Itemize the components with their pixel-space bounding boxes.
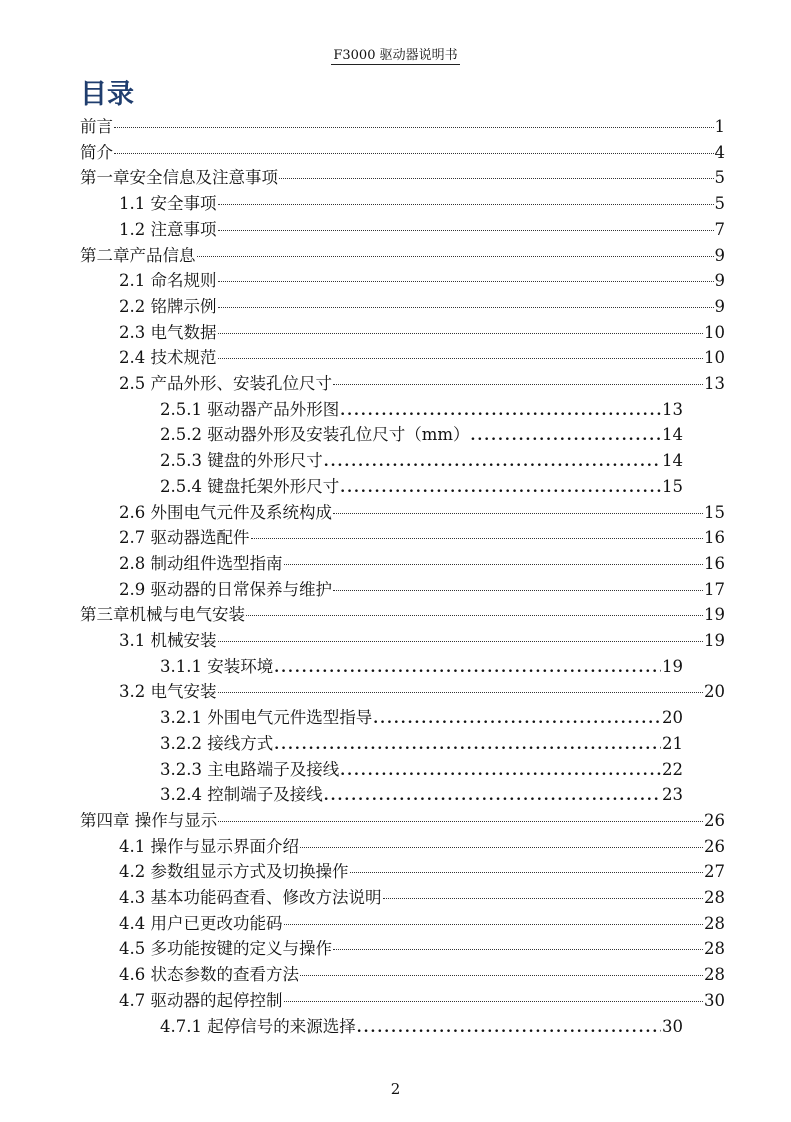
toc-entry-page: 28	[704, 965, 725, 985]
toc-leader-dots	[300, 847, 703, 848]
toc-entry-page: 10	[704, 322, 725, 342]
toc-entry-page: 9	[714, 245, 725, 265]
toc-entry-page: 5	[714, 194, 725, 214]
toc-entry-page: 28	[704, 913, 725, 933]
toc-entry[interactable]	[119, 268, 725, 294]
toc-leader-dots	[274, 655, 661, 681]
toc-entry[interactable]	[119, 911, 725, 937]
toc-entry[interactable]	[119, 834, 725, 860]
toc-entry-page: 16	[704, 553, 725, 573]
toc-entry[interactable]	[119, 988, 725, 1014]
toc-entry-page: 21	[662, 733, 683, 753]
toc-leader-dots	[340, 398, 661, 424]
toc-entry-page: 22	[662, 759, 683, 779]
toc-entry-label: 4.6 状态参数的查看方法	[119, 965, 299, 985]
toc-entry-page: 28	[704, 888, 725, 907]
toc-leader-dots	[218, 692, 704, 693]
toc-entry[interactable]	[160, 397, 683, 423]
toc-entry[interactable]	[160, 474, 683, 500]
toc-leader-dots	[373, 706, 661, 732]
toc-entry[interactable]	[80, 602, 725, 628]
toc-entry-label: 前言	[80, 117, 113, 136]
toc-entry-page: 20	[704, 682, 725, 702]
toc-leader-dots	[218, 281, 714, 282]
toc-entry-page: 1	[714, 117, 725, 136]
toc-entry-label: 1.2 注意事项	[119, 219, 217, 239]
toc-entry-page: 4	[714, 142, 725, 162]
toc-entry[interactable]	[160, 448, 683, 474]
toc-leader-dots	[218, 358, 704, 359]
toc-entry-page: 30	[662, 1016, 683, 1036]
toc-leader-dots	[324, 449, 661, 475]
toc-leader-dots	[218, 333, 704, 334]
toc-entry[interactable]	[119, 859, 725, 885]
toc-leader-dots	[284, 1001, 704, 1002]
toc-entry-label: 2.6 外围电气元件及系统构成	[119, 502, 332, 522]
toc-leader-dots	[284, 924, 704, 925]
toc-leader-dots	[246, 615, 703, 616]
toc-entry[interactable]	[119, 320, 725, 346]
toc-entry-page: 13	[662, 399, 683, 419]
toc-entry[interactable]	[160, 731, 683, 757]
toc-entry-page: 19	[704, 605, 725, 625]
toc-entry-page: 9	[714, 296, 725, 316]
toc-entry[interactable]	[160, 757, 683, 783]
toc-entry[interactable]	[119, 500, 725, 526]
toc-leader-dots	[284, 564, 704, 565]
toc-entry-label: 第三章机械与电气安装	[80, 605, 245, 625]
toc-entry[interactable]	[119, 217, 725, 243]
toc-leader-dots	[340, 758, 661, 784]
toc-entry-label: 2.5.2 驱动器外形及安装孔位尺寸（mm）	[160, 425, 470, 445]
toc-entry[interactable]	[80, 165, 725, 191]
toc-entry-label: 2.1 命名规则	[119, 271, 217, 291]
header-text: F3000 驱动器说明书	[333, 48, 458, 63]
toc-entry-page: 5	[714, 168, 725, 188]
toc-leader-dots	[114, 153, 714, 154]
toc-entry-label: 2.5.1 驱动器产品外形图	[160, 399, 340, 419]
toc-leader-dots	[300, 975, 703, 976]
toc-entry[interactable]	[80, 114, 725, 140]
toc-entry-label: 3.2 电气安装	[119, 682, 217, 702]
toc-entry-page: 20	[662, 708, 683, 728]
toc-leader-dots	[218, 821, 703, 822]
toc-entry-page: 26	[704, 836, 725, 856]
toc-entry-label: 4.4 用户已更改功能码	[119, 913, 283, 933]
toc-entry[interactable]	[80, 140, 725, 166]
toc-entry-page: 19	[704, 631, 725, 650]
toc-entry-label: 1.1 安全事项	[119, 194, 217, 214]
toc-leader-dots	[218, 230, 714, 231]
toc-leader-dots	[197, 256, 714, 257]
toc-leader-dots	[333, 590, 703, 591]
toc-entry[interactable]	[119, 962, 725, 988]
page-header	[0, 44, 791, 63]
toc-entry-page: 15	[662, 476, 683, 496]
toc-entry-page: 9	[714, 271, 725, 291]
toc-entry-label: 2.7 驱动器选配件	[119, 528, 250, 548]
toc-entry-label: 2.4 技术规范	[119, 348, 217, 368]
toc-entry[interactable]	[160, 422, 683, 448]
toc-entry-label: 2.2 铭牌示例	[119, 296, 217, 316]
toc-leader-dots	[357, 1015, 661, 1041]
toc-entry-label: 4.3 基本功能码查看、修改方法说明	[119, 888, 382, 907]
toc-leader-dots	[333, 384, 703, 385]
toc-entry[interactable]	[160, 654, 683, 680]
toc-entry-label: 2.5.3 键盘的外形尺寸	[160, 451, 323, 471]
toc-leader-dots	[251, 538, 704, 539]
toc-entry-label: 3.2.1 外围电气元件选型指导	[160, 708, 373, 728]
toc-entry[interactable]	[119, 577, 725, 603]
toc-entry[interactable]	[119, 294, 725, 320]
toc-leader-dots	[350, 872, 704, 873]
toc-entry-page: 17	[704, 579, 725, 599]
toc-leader-dots	[218, 307, 714, 308]
toc-entry[interactable]	[119, 679, 725, 705]
toc-entry[interactable]	[119, 936, 725, 962]
toc-entry-label: 4.7 驱动器的起停控制	[119, 990, 283, 1010]
toc-entry-label: 2.5 产品外形、安装孔位尺寸	[119, 374, 332, 393]
toc-entry-page: 10	[704, 348, 725, 368]
toc-leader-dots	[114, 127, 714, 128]
toc-entry-label: 3.2.3 主电路端子及接线	[160, 759, 340, 779]
toc-leader-dots	[324, 783, 661, 809]
toc-entry[interactable]	[119, 551, 725, 577]
toc-entry-label: 4.7.1 起停信号的来源选择	[160, 1016, 356, 1036]
toc-leader-dots	[279, 178, 714, 179]
toc-entry-label: 3.1.1 安装环境	[160, 656, 274, 676]
toc-entry[interactable]	[160, 1014, 683, 1040]
toc-entry[interactable]	[119, 371, 725, 397]
toc-entry-page: 13	[704, 374, 725, 393]
toc-entry-page: 28	[704, 939, 725, 959]
toc-entry[interactable]	[119, 345, 725, 371]
toc-entry-label: 3.2.4 控制端子及接线	[160, 785, 323, 805]
toc-entry[interactable]	[119, 885, 725, 911]
toc-entry-page: 15	[704, 502, 725, 522]
toc-leader-dots	[471, 423, 661, 449]
toc-entry-label: 第四章 操作与显示	[80, 810, 218, 830]
toc-entry[interactable]	[80, 243, 725, 269]
toc-entry[interactable]	[119, 525, 725, 551]
toc-leader-dots	[218, 204, 714, 205]
toc-leader-dots	[383, 898, 704, 899]
toc-entry[interactable]	[160, 782, 683, 808]
toc-entry-label: 简介	[80, 142, 113, 162]
toc-entry-label: 4.5 多功能按键的定义与操作	[119, 939, 332, 959]
toc-entry[interactable]	[119, 191, 725, 217]
toc-leader-dots	[218, 641, 704, 642]
toc-entry-page: 14	[662, 451, 683, 471]
toc-entry-page: 27	[704, 862, 725, 882]
toc-entry-label: 3.1 机械安装	[119, 631, 217, 650]
toc-entry-page: 14	[662, 425, 683, 445]
toc-entry-label: 3.2.2 接线方式	[160, 733, 274, 753]
toc-entry-page: 30	[704, 990, 725, 1010]
toc-leader-dots	[274, 732, 661, 758]
toc-entry-label: 第二章产品信息	[80, 245, 196, 265]
toc-entry-page: 26	[704, 810, 725, 830]
toc-entry-page: 19	[662, 656, 683, 676]
toc-entry-label: 4.1 操作与显示界面介绍	[119, 836, 299, 856]
toc-entry-page: 16	[704, 528, 725, 548]
toc-leader-dots	[333, 513, 703, 514]
toc-entry-label: 4.2 参数组显示方式及切换操作	[119, 862, 349, 882]
toc-entry-label: 2.3 电气数据	[119, 322, 217, 342]
toc-entry-label: 2.8 制动组件选型指南	[119, 553, 283, 573]
toc-entry[interactable]	[160, 705, 683, 731]
toc-entry[interactable]	[119, 628, 725, 654]
toc-entry-label: 第一章安全信息及注意事项	[80, 168, 278, 188]
page-title: 目录	[80, 79, 134, 110]
page-number: 2	[390, 1080, 401, 1098]
toc-entry-label: 2.9 驱动器的日常保养与维护	[119, 579, 332, 599]
toc-entry[interactable]	[80, 808, 725, 834]
toc-leader-dots	[333, 949, 703, 950]
toc-leader-dots	[340, 475, 661, 501]
toc-entry-label: 2.5.4 键盘托架外形尺寸	[160, 476, 340, 496]
toc-entry-page: 7	[714, 219, 725, 239]
toc-entry-page: 23	[662, 785, 683, 805]
